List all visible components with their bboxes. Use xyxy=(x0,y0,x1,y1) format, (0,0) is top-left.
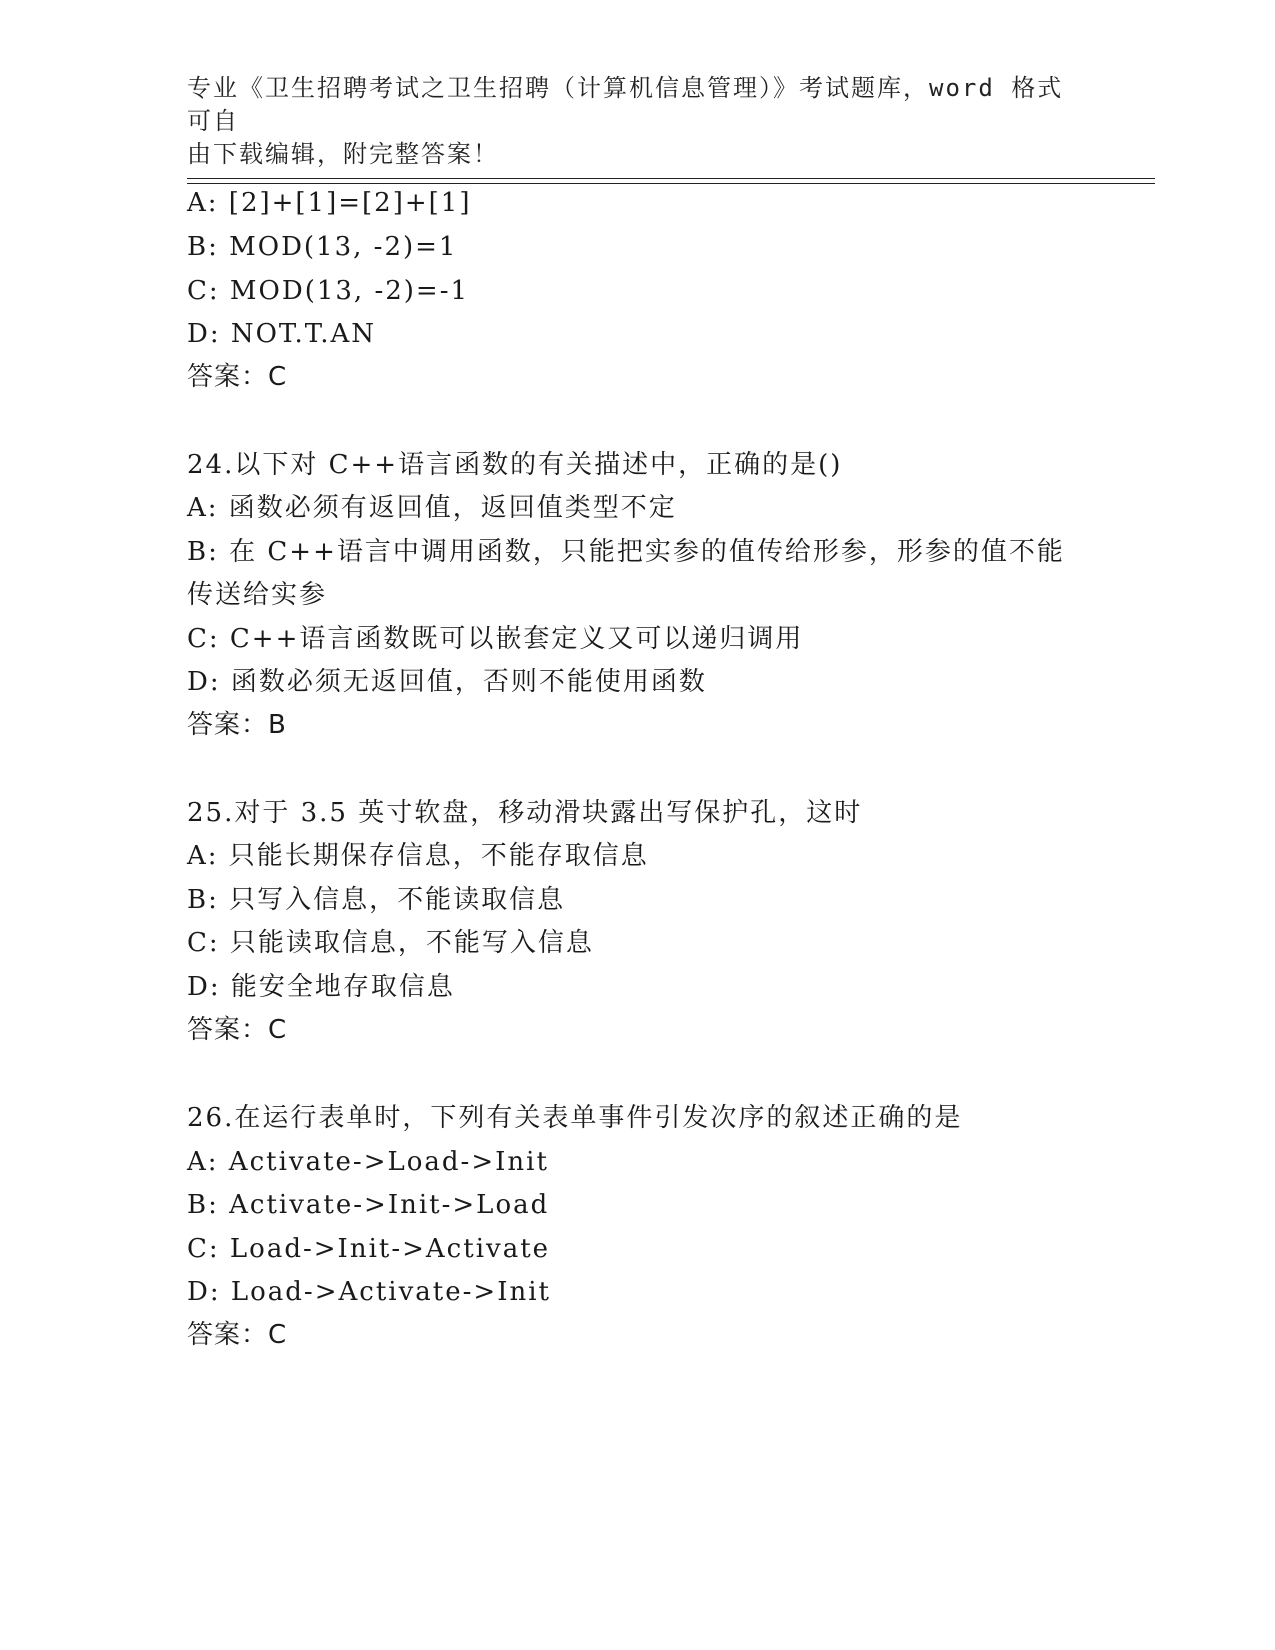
q25-answer: 答案：C xyxy=(187,1015,288,1045)
q23-option-a: A: [2]+[1]=[2]+[1] xyxy=(187,188,472,218)
q26-option-b: B: Activate->Init->Load xyxy=(187,1190,550,1220)
q23-answer: 答案：C xyxy=(187,362,288,392)
q25-option-c: C: 只能读取信息，不能写入信息 xyxy=(187,928,594,958)
q24-option-d: D: 函数必须无返回值，否则不能使用函数 xyxy=(187,667,707,697)
q26-option-d: D: Load->Activate->Init xyxy=(187,1277,551,1307)
q24-stem: 24.以下对 C++语言函数的有关描述中，正确的是() xyxy=(187,450,843,480)
q25-option-a: A: 只能长期保存信息，不能存取信息 xyxy=(187,841,649,871)
q23-option-c: C: MOD(13, -2)=-1 xyxy=(187,276,470,306)
q26-answer: 答案：C xyxy=(187,1320,288,1350)
q24-option-a: A: 函数必须有返回值，返回值类型不定 xyxy=(187,493,677,523)
q24-answer: 答案：B xyxy=(187,710,287,740)
document-header xyxy=(187,72,1087,171)
q25-stem: 25.对于 3.5 英寸软盘，移动滑块露出写保护孔，这时 xyxy=(187,798,863,828)
header-divider-bottom xyxy=(187,183,1155,184)
q24-option-b-line1: B: 在 C++语言中调用函数，只能把实参的值传给形参，形参的值不能 xyxy=(187,537,1065,567)
header-line-1: 专业《卫生招聘考试之卫生招聘（计算机信息管理）》考试题库，word 格式可自 xyxy=(187,74,1064,135)
q23-option-d: D: NOT.T.AN xyxy=(187,319,377,349)
header-divider-top xyxy=(187,178,1155,179)
q25-option-d: D: 能安全地存取信息 xyxy=(187,972,455,1002)
q25-option-b: B: 只写入信息，不能读取信息 xyxy=(187,885,566,915)
q26-option-c: C: Load->Init->Activate xyxy=(187,1234,551,1264)
q26-stem: 26.在运行表单时，下列有关表单事件引发次序的叙述正确的是 xyxy=(187,1103,963,1133)
q26-option-a: A: Activate->Load->Init xyxy=(187,1147,549,1177)
header-line-2: 由下载编辑，附完整答案！ xyxy=(187,140,499,168)
q23-option-b: B: MOD(13, -2)=1 xyxy=(187,232,458,262)
q24-option-b-line2: 传送给实参 xyxy=(187,580,328,610)
q24-option-c: C: C++语言函数既可以嵌套定义又可以递归调用 xyxy=(187,624,804,654)
